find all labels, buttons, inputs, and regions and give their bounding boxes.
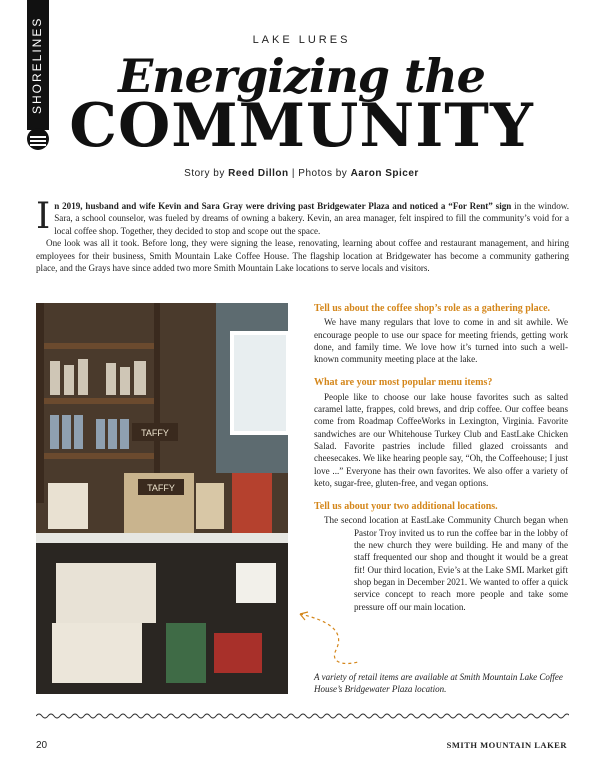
dashed-arrow-icon: [296, 610, 366, 670]
photo-caption: A variety of retail items are available at Smith Mountain Lake Coffee House’s Bridgewater Plaza location.: [314, 672, 563, 694]
drop-cap: I: [36, 196, 51, 237]
photo-illustration: [36, 303, 288, 694]
intro-lead: n 2019, husband and wife Kevin and Sara Gray were driving past Bridgewater Plaza and noticed a “For Rent” sign: [54, 201, 512, 211]
intro-p1-rest: in the window. Sara, a school counselor, was fueled by dreams of owning a bakery. Kevin, an area manager, felt inspired to fill the community’s void for a local coffee shop. Together, they decided to stop and scope out the space.: [54, 201, 569, 236]
page-number: 20: [36, 740, 48, 751]
section-tab-label: SHORELINES: [30, 16, 44, 114]
page-title: COMMUNITY: [69, 91, 534, 161]
byline-separator: | Photos by: [288, 168, 351, 179]
question-3: Tell us about your two additional locations.: [314, 501, 498, 513]
wave-divider: [36, 711, 569, 721]
photo-sign-2: TAFFY: [147, 483, 175, 493]
title-script: Energizing the: [118, 49, 485, 103]
intro-text: [36, 196, 569, 274]
byline: [0, 168, 603, 179]
question-2: What are your most popular menu items?: [314, 377, 493, 389]
photo-sign-1: TAFFY: [141, 428, 169, 438]
answer-3: The second location at EastLake Community Church began when Pastor Troy invited us to run the coffee bar in the lobby of the new church they were building. He and many of the staff frequented our shop and thought it would be a great fit! Our third location, Evie’s at the Lake SML Market gift shop began in December 2021. We wanted to offer a quick service concept to reach more people and take some pressure off our main location.: [324, 515, 568, 612]
section-label: LAKE LURES: [252, 34, 351, 46]
byline-photographer: Aaron Spicer: [350, 168, 419, 179]
publication-name: SMITH MOUNTAIN LAKER: [446, 740, 567, 750]
intro-paragraph-1: [36, 196, 569, 237]
answer-1: We have many regulars that love to come in and sit awhile. We encourage people to use our space for meeting friends, getting work done, and family time. We love how it’s turned into such a well-known community meeting place at the lake.: [314, 317, 568, 365]
intro-paragraph-2: One look was all it took. Before long, they were signing the lease, renovating, learning about coffee and restaurant management, and hiring employees for their business, Smith Mountain Lake Coffee House. The flagship location at Bridgewater has become a community gathering place, and the Grays have since added two more Smith Mountain Lake locations to serve locals and visitors.: [36, 238, 569, 274]
byline-story-prefix: Story by: [184, 168, 229, 179]
coffee-shop-retail-photo: [36, 303, 288, 694]
question-1: Tell us about the coffee shop’s role as a gathering place.: [314, 303, 551, 314]
byline-author: Reed Dillon: [228, 168, 289, 179]
qa-column: [314, 303, 568, 625]
answer-2: People like to choose our lake house favorites such as salted caramel latte, frappes, cold brews, and drip coffee. Our coffee beans come from Roadmap CoffeeWorks in Lexington, Virginia. Favorite sandwiches are our Whitehouse Turkey Club and EastLake Chicken Salad. Favorite pastries include filled glazed croissants and cheesecakes. We like hearing people say, “Oh, the Coffeehouse; I just love ...” Everyone has their own favorites. We also offer a variety of keto, sugar-free, gluten-free, and vegan options.: [314, 391, 568, 488]
